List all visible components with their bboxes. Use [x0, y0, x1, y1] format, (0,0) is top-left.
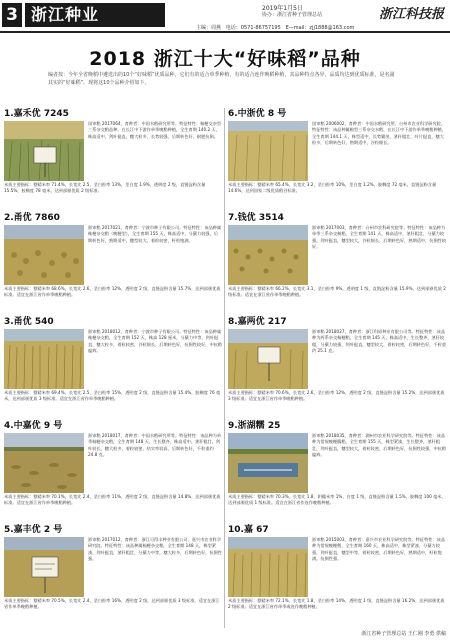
- rice-field-photo: [4, 121, 84, 181]
- rice-field-photo: [228, 433, 308, 493]
- co-organizer: 协办：浙江省种子管理总站: [262, 12, 323, 18]
- entry-quality: 米质主要指标：整精米率 72.1%，长宽比 1.8，垩白粒率 14%，透明度 1 级，直链淀粉含量 16.2%，达到部颁优质 2 级标准。适宜在浙江省作单季或连作晚稻种植。: [228, 598, 445, 610]
- entry-text: 浙审稻 2018027，育种者：浙江科原种业有限公司等。特征特性：该品种为两系杂交籼粳稻，全生育期 145 天，株高适中，生长整齐，茎秆较粗，分蘖力较强，剑叶挺直，穗型较大，着粒较密，后期转色好，千粒重约 25.1 克。: [312, 329, 446, 353]
- entry-7: [228, 212, 446, 298]
- entry-text: 国审稻 2006002，育种者：中国水稻研究所、台州市农业科学研究院。特征特性：该品种属籼型三系杂交水稻，在长江中下游作单季晚稻种植，全生育期 144.1 天，株型适中，长势繁茂，茎秆粗壮，叶片挺直，穗大粒多，后期转色好，熟期适中，谷粒细长。: [312, 121, 446, 145]
- entry-text: 浙审稻 2015003，育种者：嘉兴市农业科学研究院等。特征特性：该品种为常规晚粳稻，全生育期 160 天，株高适中，株型紧凑，分蘖力较强，剑叶挺直，穗型中等，着粒较密，后期转色好，熟期适中，籽粒饱满，抗倒性强。: [312, 537, 446, 561]
- entry-text: 浙审稻 2017021，育种者：宁波市种子有限公司。特征特性：该品种属籼粳杂交稻（晚粳型），全生育期 155 天，株高适中，分蘖力较强，后期转色好，熟期适中，穗型较大，着粒较密，籽粒饱满。: [88, 225, 222, 243]
- entry-title: 3.甬优 540: [4, 317, 54, 327]
- entry-1: [4, 108, 222, 194]
- section-title: 浙江种业: [25, 3, 165, 27]
- entry-3: [4, 316, 222, 402]
- entry-9: [228, 420, 446, 506]
- entry-quality: 米质主要指标：整精米率 69.4%，长宽比 2.5，垩白粒率 15%，透明度 2 级，直链淀粉含量 15.4%，胶稠度 76 毫米，达到部颁优质 3 级标准。适宜在浙江省作单季晚稻种植。: [4, 390, 221, 402]
- entry-text: 国审稻 2017064，育种者：中国水稻研究所等。特征特性：籼粳交杂型三系杂交稻品种。在长江中下游作单季晚稻种植，全生育期 140.2 天，株高适中，剑叶挺直，穗大粒多，长势较强，后期转色好，耐肥抗倒。: [88, 121, 222, 139]
- rice-field-photo: [228, 329, 308, 389]
- entry-text: 浙审稻 2017012，育种者：浙江可得丰种业有限公司、嘉兴市农业科学研究院。特征特性：该品种属籼粳杂交稻，全生育期 148 天，株型紧凑，剑叶挺直，茎秆粗壮，分蘖力中等，穗大粒多，后期转色好，抗倒性强。: [88, 537, 222, 561]
- entry-quality: 米质主要指标：整精米率 71.4%，长宽比 2.5，垩白粒率 13%，垩白度 1.9%，透明度 2 级，直链淀粉含量 15.5%，胶稠度 78 毫米，达到部颁优质 2 级标准。: [4, 182, 206, 194]
- entry-quality: 米质主要指标：整精米率 70.3%，长宽比 1.8，阴糯米率 1%，白度 1 级，直链淀粉含量 1.5%，胶稠度 100 毫米，达到部颁优质 1 级标准。适宜在浙江省作连作晚稻种植。: [228, 494, 446, 506]
- phone: 电话：0571-86757195: [225, 25, 281, 31]
- entry-6: [228, 108, 446, 194]
- email: E—mail：zjj1888@163.com: [285, 25, 355, 31]
- rice-field-photo: [4, 225, 84, 285]
- entry-title: 1.嘉禾优 7245: [4, 109, 69, 119]
- entry-text: 浙审稻 2018012，育种者：宁波市种子有限公司。特征特性：该品种属籼粳杂交稻，全生育期 152 天，株高 128 厘米，分蘖力中等，剑叶挺直，穗大粒多，着粒较密，谷粒细长，后期转色好，抗倒性较好，中抗稻瘟病。: [88, 329, 222, 353]
- byline: 浙江省种子管理总站 王仁刚 李勇 供稿: [361, 631, 446, 637]
- entry-quality: 米质主要指标：整精米率 70.5%，长宽比 2.4，垩白粒率 16%，透明度 2 级，达到部颁优质 3 级标准。适宜在浙江省作单季晚稻种植。: [4, 598, 220, 610]
- entry-quality: 米质主要指标：整精米率 70.6%，长宽比 2.6，垩白粒率 12%，透明度 2 级，直链淀粉含量 15.2%，达到部颁优质 3 级标准。适宜在浙江省作单季晚稻种植。: [228, 390, 445, 402]
- editor-line: [196, 24, 354, 31]
- page-number: 3: [2, 3, 22, 27]
- header-rule: [0, 31, 450, 33]
- entry-8: [228, 316, 446, 402]
- entry-title: 7.钱优 3514: [228, 213, 284, 223]
- rice-field-photo: [4, 329, 84, 389]
- rice-field-photo: [228, 121, 308, 181]
- entry-10: [228, 524, 446, 610]
- entry-title: 10.嘉 67: [228, 525, 269, 535]
- entry-title: 9.浙湖糯 25: [228, 421, 281, 431]
- page-header: [0, 0, 450, 32]
- headline: 2018 浙江十大“好味稻”品种: [89, 48, 361, 70]
- entry-title: 4.中嘉优 9 号: [4, 421, 63, 431]
- entry-title: 6.中浙优 8 号: [228, 109, 287, 119]
- entry-quality: 米质主要指标：整精米率 66.2%，长宽比 3.1，垩白粒率 9%，透明度 1 级，直链淀粉含量 15.9%，达到部颁优质 2 级标准。适宜在浙江省作单季晚稻种植。: [228, 286, 446, 298]
- editor-note: 编者按：今年全省晚稻中遴选出的10个“好味稻”优质品种，它们有的适合单季种植，有的适合连作晚稻种植，其品种特点各异，品质均达到优质标准，是名副其实的“好味稻”。现将这10个品种介绍如下。: [48, 72, 395, 86]
- entry-text: 浙审稻 2018017，育种者：中国水稻研究所等。特征特性：该品种为单季籼粳杂交稻，全生育期 148 天，生长整齐，株高适中，茎秆粗壮，剑叶较长，穗大粒多，着粒较密，结实率较高，后期转色好，千粒重约 24.8 克。: [88, 433, 222, 457]
- rice-field-photo: [228, 537, 308, 597]
- newspaper-brand: 浙江科技报: [378, 7, 444, 22]
- entry-2: [4, 212, 222, 298]
- entry-title: 5.嘉丰优 2 号: [4, 525, 63, 535]
- rice-field-photo: [4, 537, 84, 597]
- issue-date: 2019年1月5日: [262, 5, 303, 12]
- entry-quality: 米质主要指标：整精米率 68.6%，长宽比 2.6，垩白粒率 12%，透明度 2 级，直链淀粉含量 15.7%，达到部颁优质标准。适宜在浙江省作单季晚稻种植。: [4, 286, 221, 298]
- rice-field-photo: [228, 225, 308, 285]
- rice-field-photo: [4, 433, 84, 493]
- entry-text: 浙审稻 2018035，育种者：湖州市农业科学研究院等。特征特性：该品种为常规晚粳糯稻，全生育期 155 天，株型紧凑，生长整齐，茎秆粗壮，剑叶挺直，穗型较大，着粒较密，后期转色好，抗倒性较强，中抗稻瘟病。: [312, 433, 446, 457]
- entry-quality: 米质主要指标：整精米率 65.4%，长宽比 3.2，垩白粒率 10%，垩白度 1.2%，胶稠度 72 毫米，直链淀粉含量 14.6%，达到国家二级优质稻谷标准。: [228, 182, 437, 194]
- entry-text: 浙审稻 2017003，育种者：台州市农科研究院等。特征特性：该品种为单季三系杂交籼稻，全生育期 141 天，株高适中，茎秆粗壮，分蘖力较强，剑叶挺直，穗型较大，谷粒细长，后期转色好，熟期适中，抗倒性较好。: [312, 225, 446, 249]
- entry-quality: 米质主要指标：整精米率 70.1%，长宽比 2.4，垩白粒率 11%，透明度 2 级，直链淀粉含量 14.8%，达到部颁优质标准。适宜在浙江省作单季晚稻种植。: [4, 494, 221, 506]
- entry-title: 8.嘉两优 217: [228, 317, 287, 327]
- entry-title: 2.甬优 7860: [4, 213, 60, 223]
- entry-4: [4, 420, 222, 506]
- editor: 主编：周燕: [196, 25, 222, 31]
- entry-5: [4, 524, 222, 610]
- column-divider: [224, 108, 225, 628]
